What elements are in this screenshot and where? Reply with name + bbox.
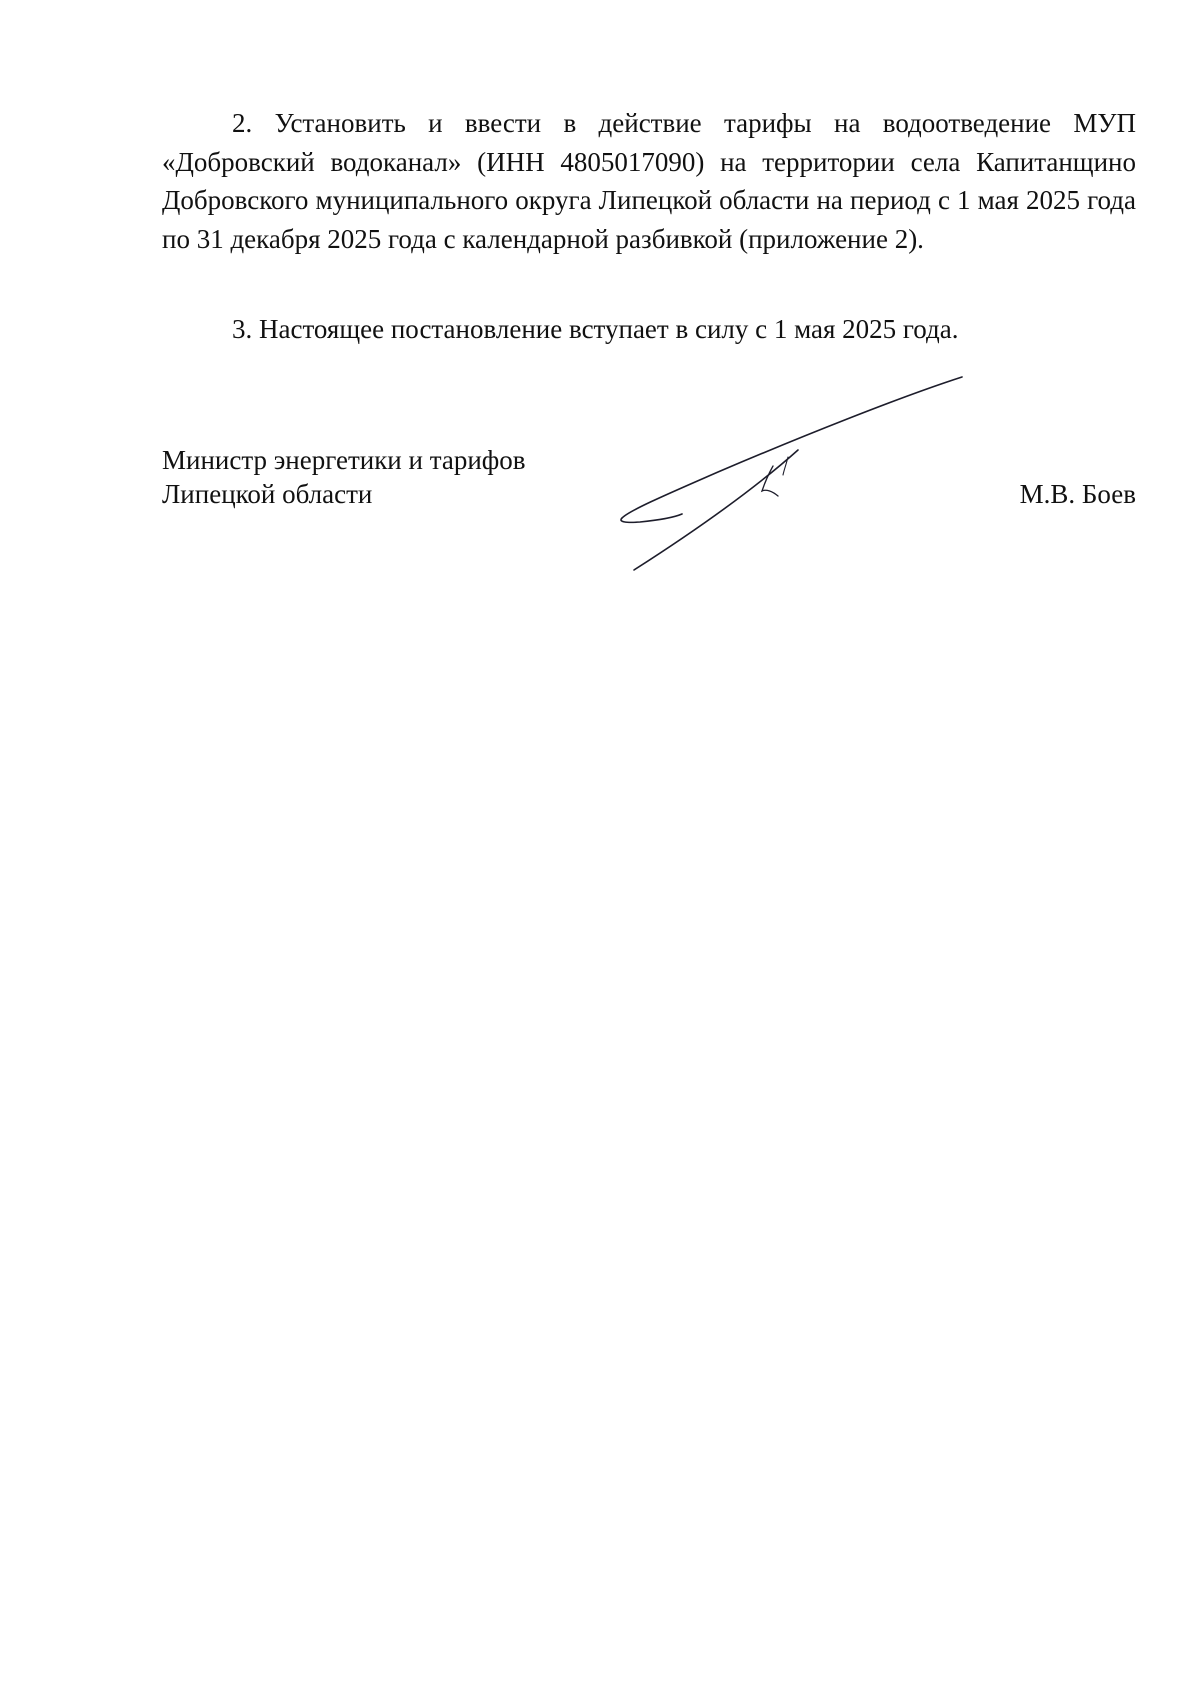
paragraph-item-3: 3. Настоящее постановление вступает в силу с 1 мая 2025 года.: [232, 314, 959, 344]
paragraph-item-2: 2. Установить и ввести в действие тарифы на водоотведение МУП «Добровский водоканал» (ИНН 4805017090) на территории села Капитанщино Добровского муниципального округа Липецкой области на период с 1 мая 2025 года по 31 декабря 2025 года с календарной разбивкой (приложение 2).: [162, 108, 1136, 254]
signatory-title-line-1: Министр энергетики и тарифов: [162, 445, 526, 475]
signatory-name: М.В. Боев: [1019, 479, 1136, 509]
signatory-title-line-2: Липецкой области: [162, 479, 373, 509]
signatory-title: [162, 443, 526, 511]
handwritten-signature-icon: [600, 365, 980, 580]
